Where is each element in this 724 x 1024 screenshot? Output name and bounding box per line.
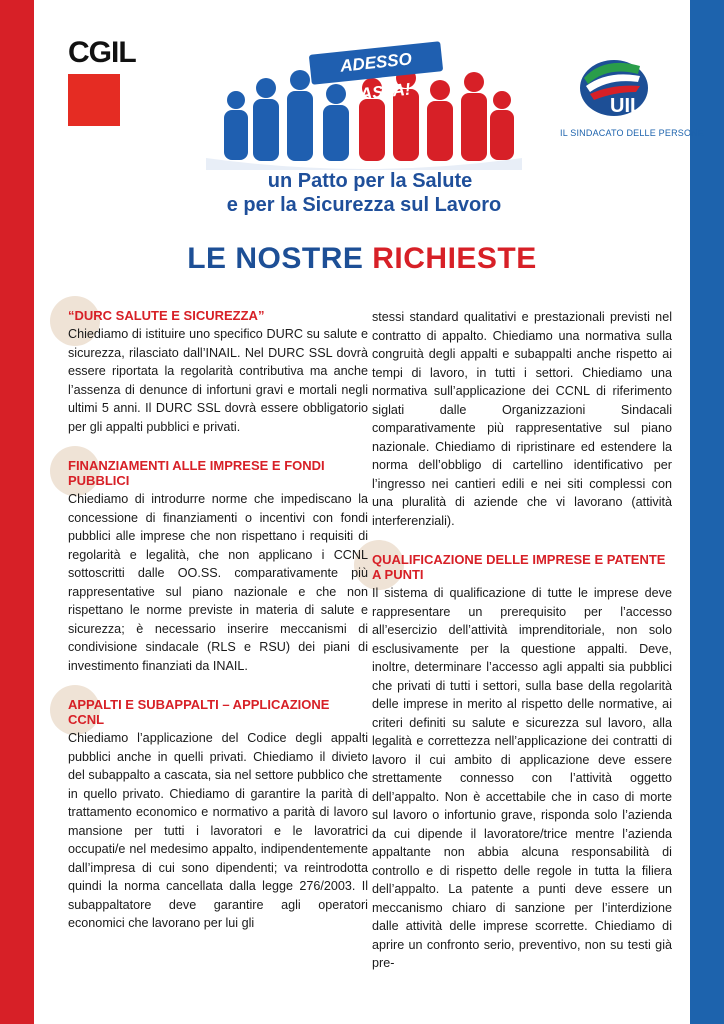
section-heading: FINANZIAMENTI ALLE IMPRESE E FONDI PUBBLICI [68, 458, 325, 488]
section-body: Chiediamo di introdurre norme che impediscano la concessione di finanziamenti o incentivi con fondi pubblici alle imprese che non rispettano i requisiti di regolarità e legalità, che non applicano i CCNL sottoscritti dalle OO.SS. comparativamente più rappresentative sul piano nazionale e che non rispettano le norme previste in materia di salute e sicurezza; è necessario inserire meccanismi di condivisione sindacale (RLS e RSU) dei piani di investimento finanziati da INAIL. [68, 492, 368, 673]
uil-logo [574, 52, 654, 122]
section-heading: “DURC SALUTE E SICUREZZA” [68, 308, 265, 323]
section-body: stessi standard qualitativi e prestazionali previsti nel contratto di appalto. Chiediamo una normativa sulla congruità degli appalti e subappalti anche rispetto ai tempi di lavoro, in tutti i settori. Chiediamo una normativa sull’applicazione dei CCNL di riferimento siglati dalle Organizzazioni Sindacali comparativamente più rappresentative sul piano nazionale. Chiediamo di ripristinare ed estendere la norma dell’obbligo di cartellino identificativo per l’ingresso nei cantieri edili e nei siti complessi con una pluralità di aziende che vi lavorano (attività interferenziali). [372, 310, 672, 528]
section-heading: QUALIFICAZIONE DELLE IMPRESE E PATENTE A PUNTI [372, 552, 666, 582]
title-part-1: LE NOSTRE [187, 242, 364, 275]
section-body: Chiediamo di istituire uno specifico DURC su salute e sicurezza, rilasciato dall’INAIL. Nel DURC SSL dovrà essere riportata la regolarità contributiva ma anche l’assenza di denunce di infortuni gravi e mortali negli ultimi 5 anni. Il DURC SSL dovrà essere obbligatorio per gli appalti pubblici e privati. [68, 327, 368, 434]
uil-emblem-icon [574, 52, 654, 122]
right-blue-band [690, 0, 724, 1024]
campaign-logo [196, 30, 532, 230]
campaign-line-2: e per la Sicurezza sul Lavoro [226, 194, 502, 216]
left-column [68, 308, 368, 955]
section-durc [68, 308, 368, 436]
right-column [372, 308, 672, 995]
title-part-2: RICHIESTE [372, 242, 537, 275]
section-qualificazione [372, 552, 672, 973]
section-body: Chiediamo l’applicazione del Codice degli appalti pubblici anche in quelli privati. Chiediamo il divieto del subappalto a cascata, sia nel settore pubblico che in quello privato. Chiediamo di garantire la parità di trattamento economico e normativo a parità di lavoro mansione per tutti i lavoratori e le lavoratrici occupati/e nel medesimo appalto, indipendentemente dall’impresa di cui sono dipendenti; va reintrodotta quindi la norma cancellata dalla legge 276/2003. Il subappaltatore deve garantire agli operatori economici che lavorano per lui gli [68, 731, 368, 930]
left-red-band [0, 0, 34, 1024]
page-title [34, 242, 690, 276]
banner-text-b: BASTA! [346, 79, 412, 106]
cgil-logo-square [68, 74, 120, 126]
section-appalti-continued [372, 308, 672, 530]
uil-tagline: IL SINDACATO DELLE PERSONE [560, 128, 705, 138]
cgil-logo-text: CGIL [68, 36, 136, 69]
section-finanziamenti [68, 458, 368, 675]
uil-logo-text: UIL [610, 95, 643, 117]
banner-text-a: ADESSO [339, 49, 413, 76]
section-body: Il sistema di qualificazione di tutte le imprese deve rappresentare un prerequisito per l’accesso all’esercizio dell’attività imprenditoriale, non solo esclusivamente per la questione appalti. Deve, inoltre, determinare l’accesso agli appalti sia pubblici che privati di tutti i settori, sulla base della regolarità delle imprese in merito al rispetto delle normative, ai criteri definiti su salute e sicurezza sul lavoro, alla legalità e correttezza nell’applicazione dei contratti di lavoro il cui ambito di applicazione deve essere strettamente connesso con l’attività oggetto dell’appalto. Non è accettabile che in caso di morte sul lavoro o infortunio grave, risponda solo l’azienda da cui dipende il lavoratore/trice mentre l’azienda appaltante non abbia alcuna responsabilità di controllo e di rispetto delle regole in tutta la filiera dell’appalto. La patente a punti deve essere un meccanismo chiaro di sanzione per l’interdizione dalle attività delle imprese scorrette. Chiediamo di aprire un confronto serio, preventivo, non su testi già pre- [372, 586, 672, 970]
section-appalti [68, 697, 368, 933]
section-heading: APPALTI E SUBAPPALTI – APPLICAZIONE CCNL [68, 697, 330, 727]
campaign-line-1: un Patto per la Salute [267, 170, 473, 192]
